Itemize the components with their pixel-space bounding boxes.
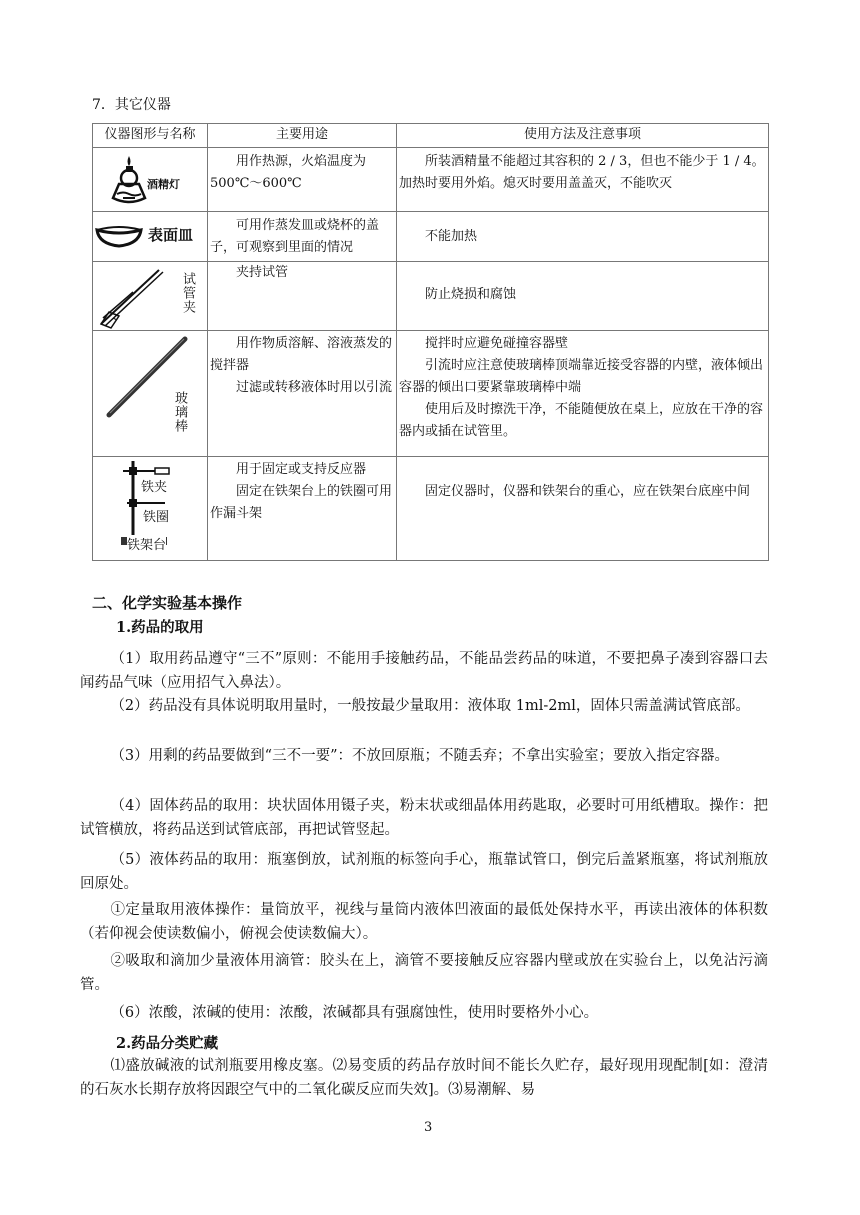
use-text: 用作热源，火焰温度为500℃～600℃ (210, 154, 367, 191)
paragraph: （4）固体药品的取用：块状固体用镊子夹，粉末状或细晶体用药匙取，必要时可用纸槽取。操作：把试管横放，将药品送到试管底部，再把试管竖起。 (80, 798, 768, 838)
use-text: 用于固定或支持反应器 (236, 462, 367, 477)
note-text: 固定仪器时，仪器和铁架台的重心，应在铁架台底座中间 (425, 484, 751, 499)
paragraph: （1）取用药品遵守“三不”原则：不能用手接触药品，不能品尝药品的味道，不要把鼻子凑到容器口去闻药品气味（应用招气入鼻法）。 (80, 651, 768, 691)
table-row (93, 148, 769, 212)
page-number: 3 (424, 1120, 433, 1135)
glass-rod-icon (93, 331, 206, 455)
paragraph: （3）用剩的药品要做到“三不一要”：不放回原瓶；不随丢弃；不拿出实验室；要放入指定容器。 (110, 748, 729, 764)
table-row (93, 331, 769, 457)
use-text: 用作物质溶解、溶液蒸发的搅拌器 (210, 336, 393, 373)
instrument-cell (93, 262, 208, 331)
note-text: 引流时应注意使玻璃棒顶端靠近接受容器的内壁，液体倾出容器的倾出口要紧靠玻璃棒中端 (399, 358, 764, 395)
instrument-cell (93, 331, 208, 457)
table-header-row (93, 124, 769, 148)
note-cell (397, 148, 769, 212)
use-cell (208, 457, 397, 561)
paragraph: ①定量取用液体操作：量筒放平，视线与量筒内液体凹液面的最低处保持水平，再读出液体的体积数（若仰视会使读数偏小，俯视会使读数偏大）。 (80, 902, 768, 942)
iron-clamp-label: 铁夹 (141, 477, 167, 499)
instrument-caption: 试管夹 (180, 272, 195, 314)
use-cell (208, 262, 397, 331)
note-text: 所装酒精量不能超过其容积的 2 / 3，但也不能少于 1 / 4。加热时要用外焰。熄灭时要用盖盖灭，不能吹灭 (399, 154, 765, 191)
use-text: 过滤或转移液体时用以引流 (236, 380, 393, 395)
instrument-caption: 酒精灯 (147, 178, 180, 191)
paragraph: （5）液体药品的取用：瓶塞倒放，试剂瓶的标签向手心，瓶靠试管口，倒完后盖紧瓶塞，将试剂瓶放回原处。 (80, 852, 768, 892)
header-instrument: 仪器图形与名称 (93, 124, 208, 148)
use-cell (208, 331, 397, 457)
part2-title: 二、化学实验基本操作 (92, 594, 243, 612)
note-cell (397, 212, 769, 262)
use-cell (208, 148, 397, 212)
instrument-caption: 玻璃棒 (172, 391, 187, 433)
instrument-cell (93, 148, 208, 212)
section-title: 7．其它仪器 (92, 97, 171, 113)
note-text: 使用后及时擦洗干净，不能随便放在桌上，应放在干净的容器内或插在试管里。 (399, 402, 764, 439)
sub2-title: 2.药品分类贮藏 (116, 1035, 219, 1052)
note-cell (397, 457, 769, 561)
iron-stand-label: 铁架台 (127, 535, 166, 557)
use-text: 夹持试管 (236, 265, 289, 280)
header-use: 主要用途 (208, 124, 397, 148)
header-notes: 使用方法及注意事项 (397, 124, 769, 148)
use-cell (208, 212, 397, 262)
note-text: 不能加热 (425, 229, 478, 244)
sub1-title: 1.药品的取用 (116, 619, 204, 636)
table-row (93, 262, 769, 331)
instrument-caption: 表面皿 (148, 226, 194, 244)
instrument-cell (93, 457, 208, 561)
note-text: 防止烧损和腐蚀 (425, 287, 517, 302)
paragraph: ②吸取和滴加少量液体用滴管：胶头在上，滴管不要接触反应容器内壁或放在实验台上，以免沾污滴管。 (80, 953, 768, 993)
note-text: 搅拌时应避免碰撞容器壁 (425, 336, 569, 351)
paragraph: （6）浓酸，浓碱的使用：浓酸，浓碱都具有强腐蚀性，使用时要格外小心。 (110, 1005, 599, 1021)
note-cell (397, 262, 769, 331)
use-text: 固定在铁架台上的铁圈可用作漏斗架 (210, 484, 393, 521)
instrument-table (92, 123, 769, 561)
table-row (93, 457, 769, 561)
paragraph: （2）药品没有具体说明取用量时，一般按最少量取用：液体取 1ml-2ml，固体只需盖满试管底部。 (110, 698, 750, 714)
table-row (93, 212, 769, 262)
note-cell (397, 331, 769, 457)
instrument-cell (93, 212, 208, 262)
paragraph: ⑴盛放碱液的试剂瓶要用橡皮塞。⑵易变质的药品存放时间不能长久贮存，最好现用现配制[如：澄清的石灰水长期存放将因跟空气中的二氧化碳反应而失效]。⑶易潮解、易 (80, 1058, 768, 1098)
use-text: 可用作蒸发皿或烧杯的盖子，可观察到里面的情况 (210, 218, 380, 255)
iron-ring-label: 铁圈 (143, 507, 169, 529)
